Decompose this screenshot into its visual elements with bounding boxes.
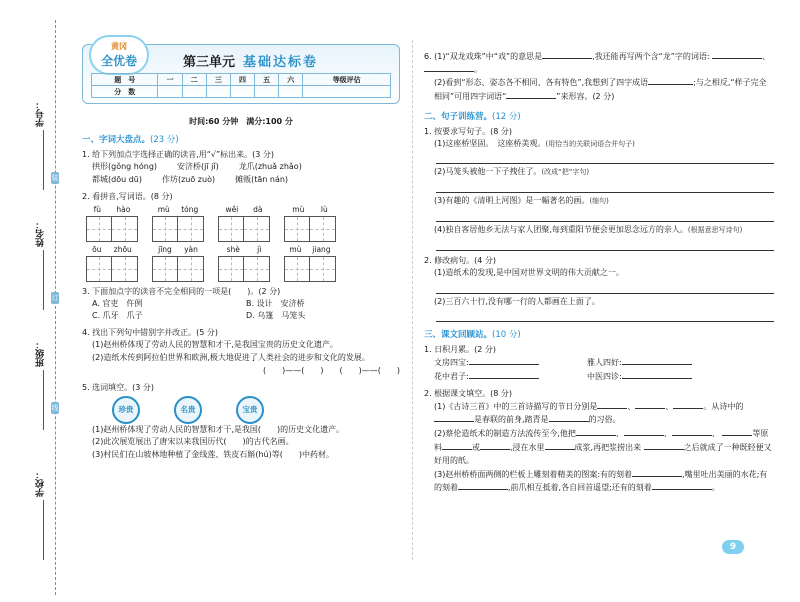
section-title: 二、句子训练营。(12 分) xyxy=(424,111,521,122)
q3-choices: A. 官吏 仵例 B. 设计 安济桥 C. 爪牙 爪子 D. 乌篷 马笼头 xyxy=(92,298,306,321)
answer-line[interactable] xyxy=(436,152,774,164)
answer-line[interactable] xyxy=(436,310,774,322)
question-1: 1. 给下列加点字选择正确的读音,用“√”标出来。(3 分) xyxy=(82,150,274,159)
pinyin-box: mù tóng xyxy=(152,205,204,242)
binding-dot: 订 xyxy=(51,294,59,302)
question-2: 2. 看拼音,写词语。(8 分) xyxy=(82,191,173,201)
binding-dot: 线 xyxy=(51,404,59,412)
question-3: 3. 下面加点字的读音不完全相同的一项是( )。(2 分) xyxy=(82,286,281,296)
pinyin-box: mù jiang xyxy=(284,245,336,282)
pinyin-box: ōu zhōu xyxy=(86,245,138,282)
column-divider xyxy=(412,40,413,560)
time-score-info: 时间:60 分钟 满分:100 分 xyxy=(189,117,293,126)
section-title: 一、字词大盘点。(23 分) xyxy=(82,135,179,145)
right-column: 6. (1)“双龙戏珠”中“戏”的意思是 ,我还能再写两个含“龙”字的词语: 、。 (2)看到“形态、姿态各不相同、各有特色”,我想到了四字成语 ;与之相反,“样子完全相同”可用四字词语“ ”来形容。(2 分) 二、句子训练营。(12 分) 1. 按要求写句子。(8 分) (1)这座桥坚固。 这座桥美观。(用恰当的关联词语合并句子) (2)马笼头被他一下子拽住了。(改成“把”字句) (3)有趣的《清明上河图》是一幅著名的画。(缩句) (4)独自客居他乡无法与家人团聚,每到重阳节便会更加思念远方的亲人。(根据意思写诗句) 2. 修改病句。(4 分) (1)造纸术的发现,是中国对世界文明的伟大贡献之一。 (2)三百六十行,没有哪一行的人都画在上面了。 三、课文回顾站。(10 分) 1. 日积月累。(2 分) 文房四宝: 雅人四好: 花中君子: 中医四诊: 2. 根据课文填空。(8 分) (1)《古诗三首》中的三首诗描写的节日分别是 、 、 。从诗中的 是春联的前身,踏青是 的习俗。 (2)蔡伦造纸术的制造方法流传至今,他把 、 、 、 等原料 或 ,浸在水里 成浆,再把浆捞出来 之后就成了一种既轻便又好用的纸。 (3)赵州桥桥面两侧的栏板上雕刻着精美的图案:有的刻着 ,嘴里吐出美丽的水花;有的刻着 ,前爪相互抵着,各自回首遥望;还有的刻着 。 xyxy=(424,44,774,495)
section-title: 三、课文回顾站。(10 分) xyxy=(424,330,521,341)
question-4: 4. 找出下列句中错别字并改正。(5 分) xyxy=(82,328,219,338)
answer-line[interactable] xyxy=(436,210,774,222)
page-number: 9 xyxy=(722,540,744,554)
left-column: 黄冈 全优卷 第三单元 基础达标卷 题 号 一 二 三 四 五 六 等级评估 分 数 时间:60 分钟 满分:100 分 一、字词大盘点。(23 分) 1. 给下列加点字选择正确的读音,用“√”标出来。(3 分) 拱形(gǒng hóng) 安济桥(jī jǐ) 龙爪(zhuǎ zhǎo) 都城(dōu dū) 作坊(zuō zuò) 摊贩(tān nán) 2. 看拼音,写词语。(8 分) fù hào mù tóng wěi dà mù lù ōu zhōu jīng yàn shè jì mù jiang 3. 下面加点字的读音不完全相同的一项是( )。(2 分) A. 官吏 仵例 B. 设计 安济桥 C. 爪牙 爪子 D. 乌篷 马笼头 4. 找出下列句中错别字并改正。(5 分) (1)赵州桥体现了劳动人民的智慧和才干,是我国宝贵的历史文化遗产。 (2)造纸术传到阿拉伯世界和欧洲,极大地促进了人类社会的进步和文化的发展。 ( )——( ) ( )——( ) 5. 选词填空。(3 分) 珍贵 名贵 宝贵 (1)赵州桥体现了劳动人民的智慧和才干,是我国( )的历史文化遗产。 (2)此次展览展出了唐宋以来我国历代( )的古代名画。 (3)村民们在山坡林地种植了金线莲、铁皮石斛(hú)等( )中药材。 xyxy=(82,44,400,462)
pinyin-box: shè jì xyxy=(218,245,270,282)
binding-dot: 装 xyxy=(51,174,59,182)
student-name-field[interactable]: 姓名： xyxy=(34,220,52,310)
answer-line[interactable] xyxy=(436,239,774,251)
score-value-row: 分 数 xyxy=(92,86,391,98)
question-6: 6. (1)“双龙戏珠”中“戏”的意思是 ,我还能再写两个含“龙”字的词语: 、。 xyxy=(424,52,771,74)
q1-row: 都城(dōu dū) 作坊(zuō zuò) 摊贩(tān nán) xyxy=(92,174,289,184)
student-id-field[interactable]: 学号： xyxy=(34,100,52,190)
class-field[interactable]: 班级： xyxy=(34,340,52,430)
header-box xyxy=(82,44,400,104)
pinyin-box: wěi dà xyxy=(218,205,270,242)
pinyin-grid-row xyxy=(86,245,400,282)
answer-line[interactable] xyxy=(436,181,774,193)
binding-line xyxy=(55,20,56,595)
word-badge: 宝贵 xyxy=(236,396,264,424)
pinyin-box: mù lù xyxy=(284,205,336,242)
q1-row: 拱形(gǒng hóng) 安济桥(jī jǐ) 龙爪(zhuǎ zhǎo) xyxy=(92,162,302,171)
page-title: 第三单元 基础达标卷 xyxy=(183,55,319,70)
pinyin-box: fù hào xyxy=(86,205,138,242)
question-5: 5. 选词填空。(3 分) xyxy=(82,382,155,392)
school-field[interactable]: 学校： xyxy=(34,470,52,560)
score-table xyxy=(91,73,391,98)
pinyin-box: jīng yàn xyxy=(152,245,204,282)
binding-margin xyxy=(0,0,58,602)
word-badges xyxy=(112,396,400,424)
pinyin-grid-row xyxy=(86,205,400,242)
word-badge: 名贵 xyxy=(174,396,202,424)
word-badge: 珍贵 xyxy=(112,396,140,424)
score-header-row: 题 号 一 二 三 四 五 六 等级评估 xyxy=(92,74,391,86)
logo: 黄冈 全优卷 xyxy=(89,35,149,75)
answer-line[interactable] xyxy=(436,282,774,294)
